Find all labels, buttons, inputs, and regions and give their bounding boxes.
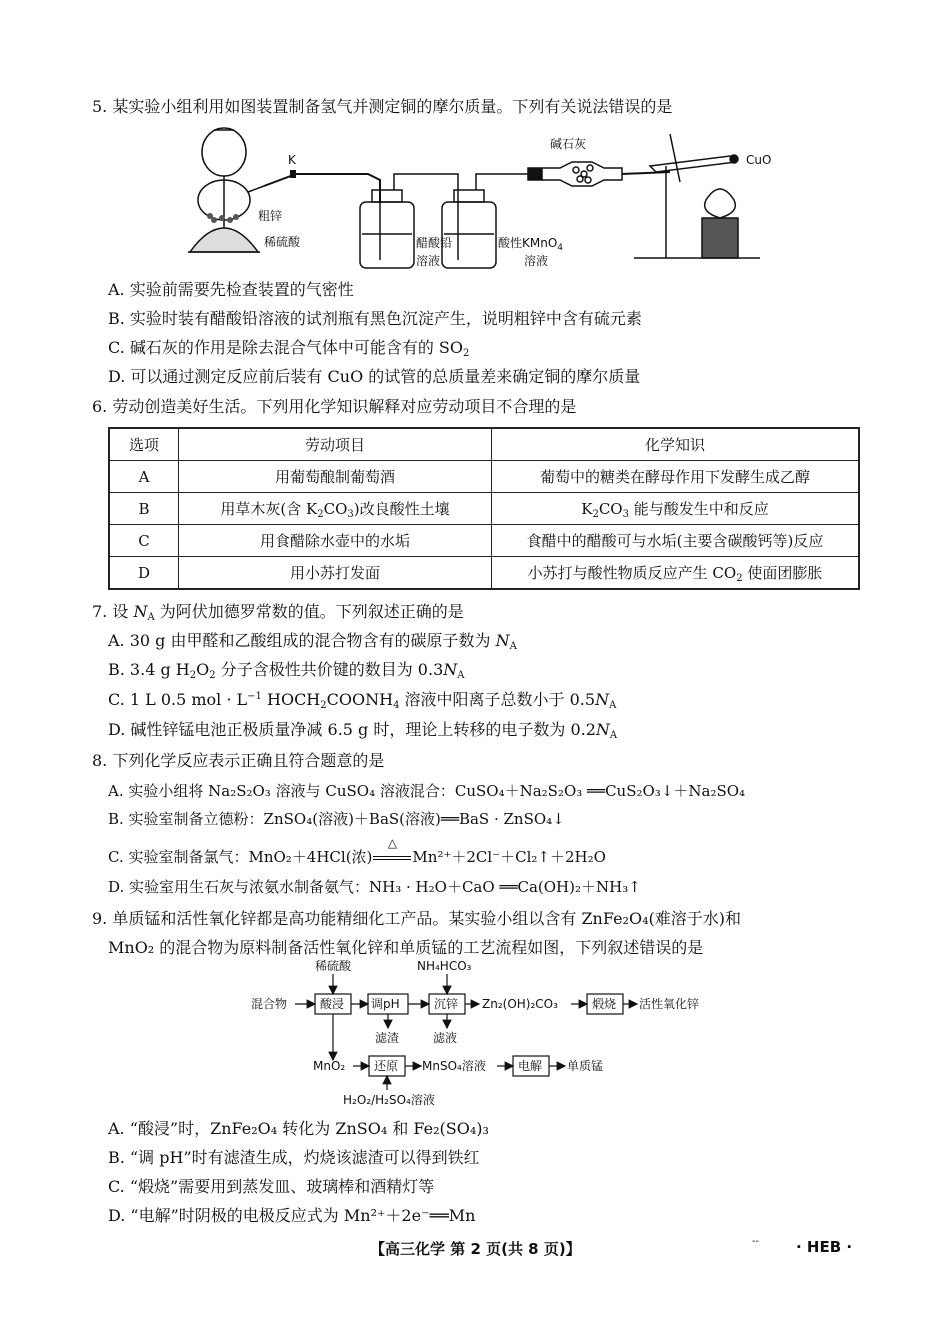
soda-lime-tube — [528, 162, 622, 186]
row-item: 用草木灰(含 $K_2CO_3$)改良酸性土壤 — [179, 493, 492, 525]
q8-option-c: C. 实验室制备氯气：MnO₂＋4HCl(浓) △ Mn²⁺＋2Cl⁻＋Cl₂↑＋2H₂O — [108, 846, 606, 868]
flow-zn-carbonate: Zn₂(OH)₂CO₃ — [482, 997, 558, 1011]
flow-acid: 稀硫酸 — [315, 959, 352, 973]
cuo-label: CuO — [746, 153, 772, 167]
q5-option-c: C. 碱石灰的作用是除去混合气体中可能含有的 $SO_2$ — [108, 338, 470, 359]
q9-stem-line1: 9. 单质锰和活性氧化锌都是高功能精细化工产品。某实验小组以含有 ZnFe₂O₄(难溶于水)和 — [92, 909, 741, 928]
row-option: B — [109, 493, 179, 525]
row-knowledge: 小苏打与酸性物质反应产生 $CO_2$ 使面团膨胀 — [492, 557, 860, 590]
kmno4-solution-label: 溶液 — [524, 254, 549, 268]
flow-mn-metal: 单质锰 — [567, 1059, 604, 1073]
header-option: 选项 — [109, 428, 179, 461]
q7-option-b: B. 3.4 g $H_2O_2$ 分子含极性共价键的数目为 $0.3N_A$ — [108, 660, 465, 681]
footer-title: 【高三化学 第 2 页(共 8 页)】 — [370, 1240, 581, 1258]
row-item: 用食醋除水壶中的水垢 — [179, 525, 492, 557]
row-item: 用小苏打发面 — [179, 557, 492, 590]
table-row — [109, 557, 859, 590]
q9-option-b: B. “调 pH”时有滤渣生成，灼烧该滤渣可以得到铁红 — [108, 1148, 480, 1167]
header-labor-item: 劳动项目 — [179, 428, 492, 461]
hydrogen-apparatus-diagram — [140, 122, 800, 272]
q5-option-b: B. 实验时装有醋酸铅溶液的试剂瓶有黑色沉淀产生，说明粗锌中含有硫元素 — [108, 309, 642, 328]
kmno4-label: 酸性KMnO$_4$ — [498, 236, 564, 253]
cuo-test-tube — [634, 134, 760, 258]
q8-option-d: D. 实验室用生石灰与浓氨水制备氨气：NH₃ · H₂O＋CaO ══Ca(OH)₂＋NH₃↑ — [108, 878, 641, 896]
flow-active-zno: 活性氧化锌 — [639, 997, 700, 1011]
q7-option-a: A. 30 g 由甲醛和乙酸组成的混合物含有的碳原子数为 $N_A$ — [108, 631, 517, 652]
k-valve-label: K — [288, 153, 296, 167]
q5-stem: 5. 某实验小组利用如图装置制备氢气并测定铜的摩尔质量。下列有关说法错误的是 — [92, 97, 673, 116]
q9-option-c: C. “煅烧”需要用到蒸发皿、玻璃棒和酒精灯等 — [108, 1177, 435, 1196]
zinc-granules — [207, 213, 239, 223]
flow-reduce-box: 还原 — [374, 1059, 399, 1073]
equals-sign — [373, 856, 411, 860]
table-row — [109, 525, 859, 557]
flow-h2o2: H₂O₂/H₂SO₄溶液 — [343, 1093, 435, 1107]
q9-stem-line2: MnO₂ 的混合物为原料制备活性氧化锌和单质锰的工艺流程如图，下列叙述错误的是 — [108, 938, 704, 957]
zinc-label: 粗锌 — [258, 209, 283, 223]
lead-acetate-bottle — [360, 174, 458, 268]
lead-acetate-label: 醋酸铅 — [416, 236, 453, 250]
flow-leach-box: 酸浸 — [320, 997, 345, 1011]
row-knowledge: 食醋中的醋酸可与水垢(主要含碳酸钙等)反应 — [492, 525, 860, 557]
acid-label: 稀硫酸 — [264, 235, 301, 249]
lead-acetate-solution-label: 溶液 — [416, 254, 441, 268]
q9-option-d: D. “电解”时阴极的电极反应式为 Mn²⁺＋2e⁻══Mn — [108, 1206, 476, 1225]
q8-option-b: B. 实验室制备立德粉：ZnSO₄(溶液)＋BaS(溶液)══BaS · ZnSO₄↓ — [108, 810, 565, 828]
flow-precip-box: 沉锌 — [434, 997, 459, 1011]
q8-stem: 8. 下列化学反应表示正确且符合题意的是 — [92, 751, 385, 770]
flow-ph-box: 调pH — [371, 997, 400, 1011]
flow-calcine-box: 煅烧 — [592, 997, 617, 1011]
flow-filtrate: 滤液 — [433, 1031, 458, 1045]
heat-symbol: △ — [387, 836, 398, 850]
q7-stem: 7. 设 $N_A$ 为阿伏加德罗常数的值。下列叙述正确的是 — [92, 602, 464, 623]
q6-stem: 6. 劳动创造美好生活。下列用化学知识解释对应劳动项目不合理的是 — [92, 397, 577, 416]
q7-option-c: C. 1 L 0.5 mol · $L^{-1}$ $HOCH_2COONH_4$ 溶液中阳离子总数小于 $0.5N_A$ — [108, 690, 617, 711]
process-flowchart — [245, 958, 725, 1108]
q9-option-a: A. “酸浸”时，ZnFe₂O₄ 转化为 ZnSO₄ 和 Fe₂(SO₄)₃ — [108, 1119, 489, 1138]
row-option: C — [109, 525, 179, 557]
flow-residue: 滤渣 — [375, 1031, 400, 1045]
row-option: D — [109, 557, 179, 590]
flow-mnso4: MnSO₄溶液 — [422, 1059, 486, 1073]
q8-option-a: A. 实验小组将 Na₂S₂O₃ 溶液与 CuSO₄ 溶液混合：CuSO₄＋Na₂S₂O₃ ══CuS₂O₃↓＋Na₂SO₄ — [108, 782, 746, 800]
q7-option-d: D. 碱性锌锰电池正极质量净减 6.5 g 时，理论上转移的电子数为 $0.2N_A$ — [108, 720, 618, 741]
flow-electrolysis-box: 电解 — [518, 1059, 543, 1073]
q5-option-d: D. 可以通过测定反应前后装有 CuO 的试管的总质量差来确定铜的摩尔质量 — [108, 367, 641, 386]
footer-dash: -- — [752, 1236, 759, 1247]
flow-mno2: MnO₂ — [313, 1059, 346, 1073]
footer-code: · HEB · — [796, 1238, 853, 1256]
row-item: 用葡萄酿制葡萄酒 — [179, 461, 492, 493]
row-knowledge: 葡萄中的糖类在酵母作用下发酵生成乙醇 — [492, 461, 860, 493]
table-row — [109, 493, 859, 525]
header-chem-knowledge: 化学知识 — [492, 428, 860, 461]
flow-mixture: 混合物 — [251, 997, 288, 1011]
row-option: A — [109, 461, 179, 493]
table-row — [109, 461, 859, 493]
table-header-row — [109, 428, 859, 461]
flow-nh4hco3: NH₄HCO₃ — [417, 959, 472, 973]
kmno4-bottle — [442, 174, 528, 268]
labor-chemistry-table — [108, 427, 860, 590]
kipp-generator — [188, 128, 264, 252]
q5-option-a: A. 实验前需要先检查装置的气密性 — [108, 280, 354, 299]
soda-lime-label: 碱石灰 — [550, 137, 587, 151]
row-knowledge: $K_2CO_3$ 能与酸发生中和反应 — [492, 493, 860, 525]
